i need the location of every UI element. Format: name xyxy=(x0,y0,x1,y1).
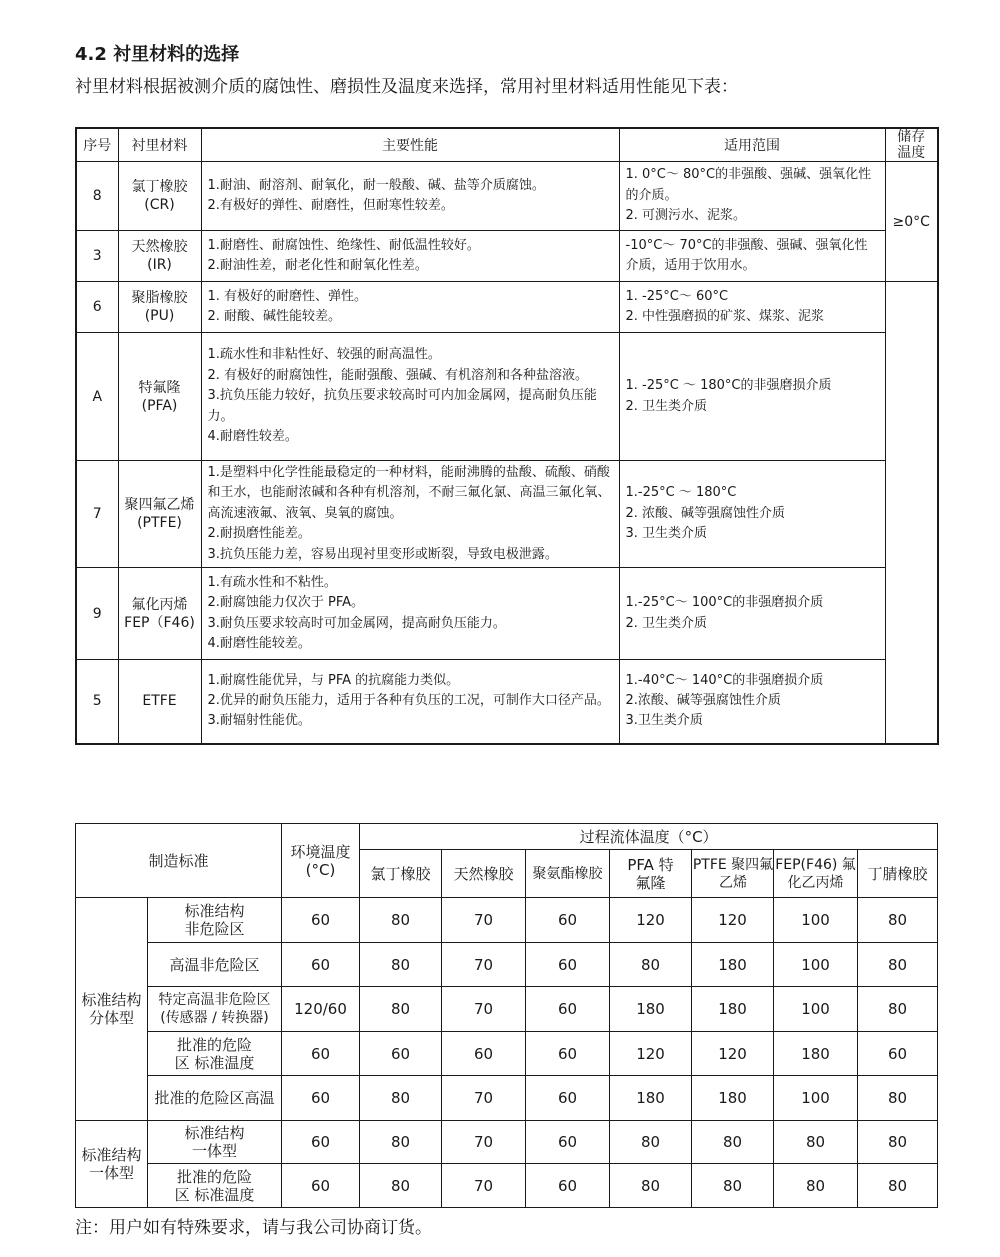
temp-cell: 70 xyxy=(442,987,526,1032)
table-row xyxy=(76,943,938,987)
temp-cell: 100 xyxy=(774,943,858,987)
temp-cell: 70 xyxy=(442,1076,526,1121)
header-material: FEP(F46) 氟化乙丙烯 xyxy=(774,850,858,898)
header-material: 丁腈橡胶 xyxy=(858,850,938,898)
row-no: A xyxy=(76,333,118,461)
header-material: 天然橡胶 xyxy=(442,850,526,898)
temp-cell: 80 xyxy=(858,1076,938,1121)
performance-cell: 1.耐磨性、耐腐蚀性、绝缘性、耐低温性较好。 2.耐油性差，耐老化性和耐氧化性差。 xyxy=(201,231,619,282)
temp-cell: 80 xyxy=(858,898,938,943)
temp-cell: 80 xyxy=(692,1164,774,1208)
temp-cell: 80 xyxy=(858,1121,938,1164)
env-temp-cell: 60 xyxy=(282,943,360,987)
table-header-row xyxy=(76,824,938,850)
temp-cell: 70 xyxy=(442,943,526,987)
temp-cell: 180 xyxy=(774,1032,858,1076)
table-row xyxy=(76,461,938,568)
row-label: 批准的危险区高温 xyxy=(148,1076,282,1121)
row-no: 7 xyxy=(76,461,118,568)
table-row xyxy=(76,333,938,461)
table-row xyxy=(76,1121,938,1164)
temp-cell: 80 xyxy=(360,987,442,1032)
material-name: 特氟隆 (PFA) xyxy=(118,333,201,461)
env-temp-cell: 120/60 xyxy=(282,987,360,1032)
header-performance: 主要性能 xyxy=(201,128,619,162)
temp-cell: 180 xyxy=(610,1076,692,1121)
footnote: 注：用户如有特殊要求，请与我公司协商订货。 xyxy=(75,1218,432,1238)
header-process-temp: 过程流体温度（°C） xyxy=(360,824,938,850)
temp-cell: 60 xyxy=(526,1164,610,1208)
range-cell: -10°C～ 70°C的非强酸、强碱、强氧化性介质，适用于饮用水。 xyxy=(619,231,885,282)
section-title: 4.2 衬里材料的选择 xyxy=(75,44,240,65)
material-name: 聚脂橡胶 (PU) xyxy=(118,282,201,333)
intro-text: 衬里材料根据被测介质的腐蚀性、磨损性及温度来选择，常用衬里材料适用性能见下表： xyxy=(75,77,738,97)
material-name: 氟化丙烯 FEP（F46) xyxy=(118,568,201,660)
temp-cell: 120 xyxy=(610,1032,692,1076)
header-standard: 制造标准 xyxy=(76,824,282,898)
temperature-table xyxy=(75,823,938,1208)
temp-cell: 70 xyxy=(442,898,526,943)
temp-cell: 80 xyxy=(774,1164,858,1208)
header-range: 适用范围 xyxy=(619,128,885,162)
temp-cell: 60 xyxy=(858,1032,938,1076)
range-cell: 1. -25°C～ 60°C 2. 中性强磨损的矿浆、煤浆、泥浆 xyxy=(619,282,885,333)
temp-cell: 180 xyxy=(610,987,692,1032)
performance-cell: 1.疏水性和非粘性好、较强的耐高温性。 2. 有极好的耐腐蚀性，能耐强酸、强碱、有机溶剂和各种盐溶液。 3.抗负压能力较好，抗负压要求较高时可内加金属网，提高耐负压能力。 4.耐磨性较差。 xyxy=(201,333,619,461)
range-cell: 1. 0°C～ 80°C的非强酸、强碱、强氧化性的介质。 2. 可测污水、泥浆。 xyxy=(619,162,885,231)
temp-cell: 120 xyxy=(610,898,692,943)
header-material: 衬里材料 xyxy=(118,128,201,162)
temp-cell: 80 xyxy=(360,943,442,987)
row-no: 8 xyxy=(76,162,118,231)
material-name: 氯丁橡胶 (CR) xyxy=(118,162,201,231)
temp-cell: 60 xyxy=(526,1032,610,1076)
row-no: 6 xyxy=(76,282,118,333)
temp-cell: 80 xyxy=(360,898,442,943)
temp-cell: 80 xyxy=(360,1164,442,1208)
temp-cell: 80 xyxy=(610,1121,692,1164)
row-no: 5 xyxy=(76,660,118,744)
header-material: PTFE 聚四氟乙烯 xyxy=(692,850,774,898)
table-row xyxy=(76,1164,938,1208)
table-row xyxy=(76,162,938,231)
row-no: 3 xyxy=(76,231,118,282)
range-cell: 1. -25°C ～ 180°C的非强磨损介质 2. 卫生类介质 xyxy=(619,333,885,461)
table-row xyxy=(76,898,938,943)
material-name: ETFE xyxy=(118,660,201,744)
temp-cell: 100 xyxy=(774,898,858,943)
material-name: 天然橡胶 (IR) xyxy=(118,231,201,282)
env-temp-cell: 60 xyxy=(282,1164,360,1208)
temp-cell: 80 xyxy=(858,1164,938,1208)
temp-cell: 70 xyxy=(442,1164,526,1208)
performance-cell: 1.有疏水性和不粘性。 2.耐腐蚀能力仅次于 PFA。 3.耐负压要求较高时可加金属网，提高耐负压能力。 4.耐磨性能较差。 xyxy=(201,568,619,660)
range-cell: 1.-25°C ～ 180°C 2. 浓酸、碱等强腐蚀性介质 3. 卫生类介质 xyxy=(619,461,885,568)
storage-empty xyxy=(885,282,938,744)
header-material: PFA 特氟隆 xyxy=(610,850,692,898)
range-cell: 1.-25°C～ 100°C的非强磨损介质 2. 卫生类介质 xyxy=(619,568,885,660)
env-temp-cell: 60 xyxy=(282,1121,360,1164)
temp-cell: 180 xyxy=(692,1076,774,1121)
table-row xyxy=(76,660,938,744)
temp-cell: 70 xyxy=(442,1121,526,1164)
temp-cell: 100 xyxy=(774,1076,858,1121)
performance-cell: 1.是塑料中化学性能最稳定的一种材料，能耐沸腾的盐酸、硫酸、硝酸和王水，也能耐浓碱和各种有机溶剂，不耐三氟化氯、高温三氟化氧、高流速液氟、液氧、臭氧的腐蚀。 2.耐损磨性能差。 3.抗负压能力差，容易出现衬里变形或断裂，导致电极泄露。 xyxy=(201,461,619,568)
table-header-row xyxy=(76,128,938,162)
header-storage: 储存温度 xyxy=(885,128,938,162)
table-row xyxy=(76,987,938,1032)
performance-cell: 1.耐腐性能优异，与 PFA 的抗腐能力类似。 2.优异的耐负压能力，适用于各种有负压的工况，可制作大口径产品。 3.耐辐射性能优。 xyxy=(201,660,619,744)
env-temp-cell: 60 xyxy=(282,1076,360,1121)
row-label: 批准的危险区 标准温度 xyxy=(148,1032,282,1076)
temp-cell: 80 xyxy=(360,1076,442,1121)
temp-cell: 80 xyxy=(610,943,692,987)
table-row xyxy=(76,231,938,282)
storage-temp: ≥0°C xyxy=(885,162,938,282)
performance-cell: 1.耐油、耐溶剂、耐氧化，耐一般酸、碱、盐等介质腐蚀。 2.有极好的弹性、耐磨性，但耐寒性较差。 xyxy=(201,162,619,231)
temp-cell: 80 xyxy=(858,987,938,1032)
env-temp-cell: 60 xyxy=(282,1032,360,1076)
env-temp-cell: 60 xyxy=(282,898,360,943)
row-label: 特定高温非危险区 (传感器 / 转换器) xyxy=(148,987,282,1032)
table-row xyxy=(76,1076,938,1121)
temp-cell: 60 xyxy=(360,1032,442,1076)
temp-cell: 180 xyxy=(692,987,774,1032)
header-no: 序号 xyxy=(76,128,118,162)
row-no: 9 xyxy=(76,568,118,660)
temp-cell: 60 xyxy=(526,898,610,943)
table-row xyxy=(76,1032,938,1076)
row-label: 标准结构 非危险区 xyxy=(148,898,282,943)
temp-cell: 80 xyxy=(774,1121,858,1164)
performance-cell: 1. 有极好的耐磨性、弹性。 2. 耐酸、碱性能较差。 xyxy=(201,282,619,333)
temp-cell: 100 xyxy=(774,987,858,1032)
lining-materials-table xyxy=(75,127,939,745)
row-label: 高温非危险区 xyxy=(148,943,282,987)
table-row xyxy=(76,282,938,333)
group-label: 标准结构 分体型 xyxy=(76,898,148,1121)
row-label: 批准的危险区 标准温度 xyxy=(148,1164,282,1208)
temp-cell: 60 xyxy=(526,1076,610,1121)
header-material: 氯丁橡胶 xyxy=(360,850,442,898)
temp-cell: 80 xyxy=(360,1121,442,1164)
temp-cell: 80 xyxy=(610,1164,692,1208)
temp-cell: 60 xyxy=(526,943,610,987)
range-cell: 1.-40°C～ 140°C的非强磨损介质 2.浓酸、碱等强腐蚀性介质 3.卫生类介质 xyxy=(619,660,885,744)
temp-cell: 80 xyxy=(858,943,938,987)
header-material: 聚氨酯橡胶 xyxy=(526,850,610,898)
table-row xyxy=(76,568,938,660)
row-label: 标准结构 一体型 xyxy=(148,1121,282,1164)
temp-cell: 120 xyxy=(692,1032,774,1076)
temp-cell: 120 xyxy=(692,898,774,943)
temp-cell: 180 xyxy=(692,943,774,987)
temp-cell: 60 xyxy=(526,987,610,1032)
temp-cell: 80 xyxy=(692,1121,774,1164)
group-label: 标准结构 一体型 xyxy=(76,1121,148,1208)
material-name: 聚四氟乙烯 (PTFE) xyxy=(118,461,201,568)
header-env-temp: 环境温度 (°C) xyxy=(282,824,360,898)
temp-cell: 60 xyxy=(526,1121,610,1164)
temp-cell: 60 xyxy=(442,1032,526,1076)
